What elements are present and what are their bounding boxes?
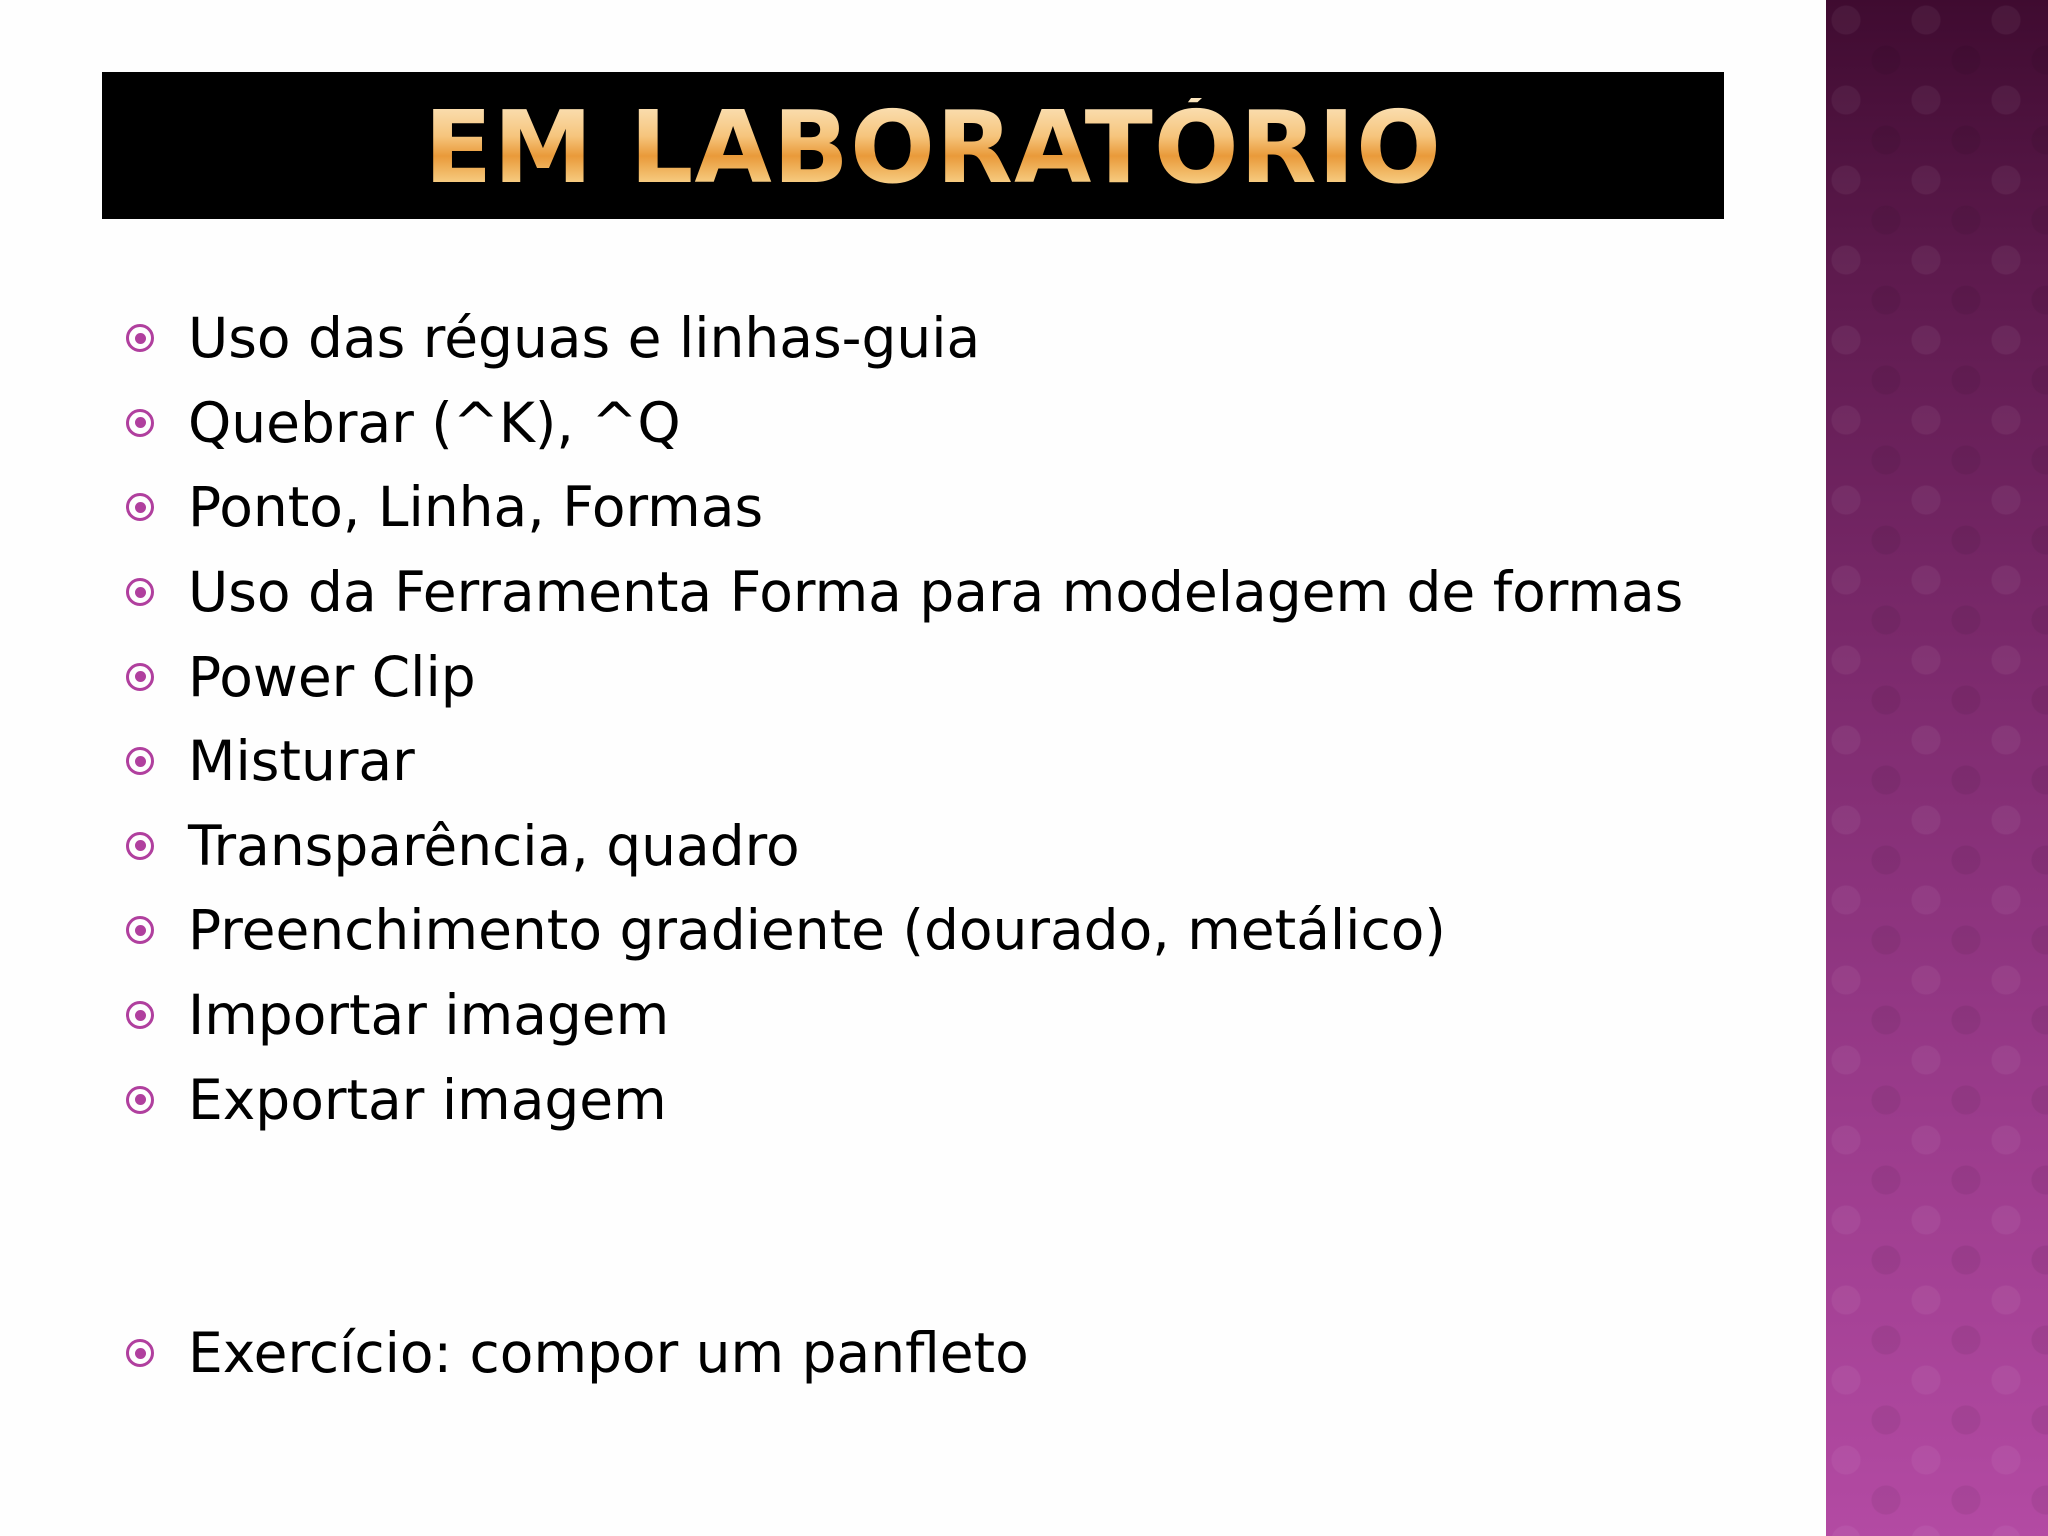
bullet-text: Misturar bbox=[188, 729, 415, 794]
list-item bbox=[122, 465, 1742, 550]
circled-dot-bullet-icon bbox=[126, 409, 154, 437]
circled-dot-bullet-icon bbox=[126, 1339, 154, 1367]
exercise-item bbox=[122, 1311, 1742, 1396]
circled-dot-bullet-icon bbox=[126, 1001, 154, 1029]
list-item bbox=[122, 804, 1742, 889]
circled-dot-bullet-icon bbox=[126, 578, 154, 606]
bullet-text: Exportar imagem bbox=[188, 1067, 667, 1132]
bullet-text: Ponto, Linha, Formas bbox=[188, 475, 764, 540]
title-bar bbox=[102, 72, 1724, 219]
list-item bbox=[122, 888, 1742, 973]
list-item bbox=[122, 973, 1742, 1058]
decorative-side-band bbox=[1826, 0, 2048, 1536]
bullet-text: Preenchimento gradiente (dourado, metálico) bbox=[188, 898, 1446, 963]
bullet-text: Power Clip bbox=[188, 644, 476, 709]
bullet-list bbox=[122, 296, 1742, 1396]
bullet-text: Transparência, quadro bbox=[188, 813, 800, 878]
bullet-text: Uso da Ferramenta Forma para modelagem de formas bbox=[188, 560, 1684, 625]
circled-dot-bullet-icon bbox=[126, 916, 154, 944]
circled-dot-bullet-icon bbox=[126, 493, 154, 521]
exercise-text: Exercício: compor um panfleto bbox=[188, 1321, 1029, 1386]
list-item bbox=[122, 1057, 1742, 1142]
bullet-text: Uso das réguas e linhas-guia bbox=[188, 306, 981, 371]
circled-dot-bullet-icon bbox=[126, 747, 154, 775]
bullet-text: Quebrar (^K), ^Q bbox=[188, 390, 681, 455]
bullet-text: Importar imagem bbox=[188, 983, 670, 1048]
list-item bbox=[122, 381, 1742, 466]
circled-dot-bullet-icon bbox=[126, 1086, 154, 1114]
circled-dot-bullet-icon bbox=[126, 832, 154, 860]
list-item bbox=[122, 634, 1742, 719]
list-item bbox=[122, 719, 1742, 804]
slide-title: EM LABORATÓRIO bbox=[423, 88, 1443, 206]
circled-dot-bullet-icon bbox=[126, 663, 154, 691]
list-item bbox=[122, 550, 1742, 635]
circled-dot-bullet-icon bbox=[126, 324, 154, 352]
list-item bbox=[122, 296, 1742, 381]
